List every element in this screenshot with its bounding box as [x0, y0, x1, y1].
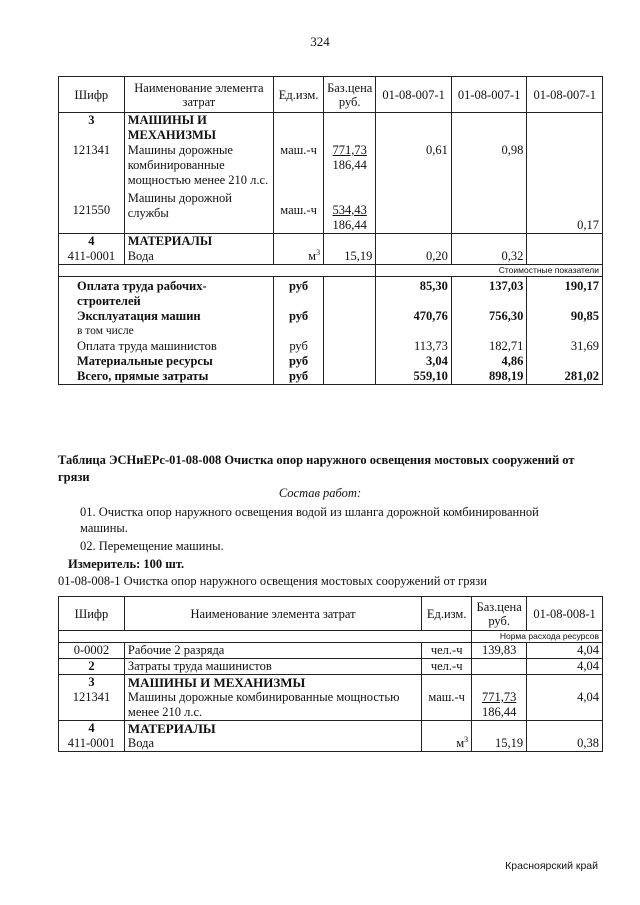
header-col1: 01-08-008-1	[527, 597, 603, 631]
cost-name: Всего, прямые затраты	[59, 369, 274, 385]
section-title: МАТЕРИАЛЫ	[127, 721, 216, 736]
row-unit: м	[456, 736, 465, 750]
cost-unit: руб	[274, 277, 324, 310]
row-price-sub: 186,44	[481, 705, 517, 719]
header-col3: 01-08-007-1	[527, 77, 603, 113]
page-number: 324	[310, 34, 330, 49]
resource-table-008: Шифр Наименование элемента затрат Ед.изм. Баз.цена руб. 01-08-008-1 Норма расхода ресурсов 0-0002 Рабочие 2 разряда чел.-ч 139,83 4,04 2 Затраты труда машинистов чел.-ч 4,04 3 121341 МАШИНЫ И МЕХАНИЗМЫ Машины дорожные комбинированные мощностью менее 210 л.с. маш.-ч 771,73 186,44 4,04 4 411-0001 МАТЕРИАЛЫ Вода $м^3$ 15,19 0,38	[58, 596, 603, 752]
row-unit: чел.-ч	[422, 643, 472, 659]
cost-caption: Стоимостные показатели	[376, 265, 603, 277]
row-value: 4,04	[527, 643, 603, 659]
section-title: МАШИНЫ И МЕХАНИЗМЫ	[127, 675, 306, 690]
norm-caption: Норма расхода ресурсов	[472, 631, 603, 643]
cost-unit: руб	[274, 309, 324, 324]
row-name: Вода	[127, 249, 154, 263]
row-name: Машины дорожные комбинированные мощностью менее 210 л.с.	[127, 143, 269, 187]
row-code: 121550	[72, 203, 111, 217]
cost-value: 190,17	[527, 277, 603, 310]
cost-unit: руб	[274, 339, 324, 354]
row-price: 139,83	[472, 643, 527, 659]
composition-title: Состав работ:	[278, 486, 362, 500]
cost-value: 756,30	[451, 309, 527, 324]
row-value: 0,32	[501, 249, 524, 263]
row-value: 0,38	[577, 736, 599, 750]
row-price: 771,73	[332, 143, 367, 157]
row-code: 0-0002	[59, 643, 125, 659]
footer-region: Красноярский край	[505, 860, 598, 872]
section-code: 4	[88, 234, 95, 248]
composition-item: 02. Перемещение машины.	[80, 539, 224, 553]
row-code: 121341	[72, 690, 111, 704]
row-price: 15,19	[344, 249, 373, 263]
cost-value: 281,02	[527, 369, 603, 385]
row-unit: чел.-ч	[422, 659, 472, 675]
section-title: МАШИНЫ И МЕХАНИЗМЫ	[127, 113, 217, 142]
cost-value: 470,76	[376, 309, 452, 324]
row-value: 0,20	[426, 249, 448, 263]
header-unit: Ед.изм.	[274, 77, 324, 113]
header-col2: 01-08-007-1	[451, 77, 527, 113]
cost-value: 3,04	[376, 354, 452, 369]
row-name: Затраты труда машинистов	[124, 659, 421, 675]
cost-value: 31,69	[527, 339, 603, 354]
header-col1: 01-08-007-1	[376, 77, 452, 113]
row-name: Машины дорожные комбинированные мощностью менее 210 л.с.	[127, 690, 400, 719]
section-code: 4	[88, 721, 95, 735]
header-name: Наименование элемента затрат	[124, 597, 421, 631]
header-code: Шифр	[59, 77, 125, 113]
row-price: 534,43	[332, 203, 367, 217]
row-code: 411-0001	[67, 249, 116, 263]
row-unit: м	[308, 249, 317, 263]
row-name: Машины дорожной службы	[127, 191, 232, 220]
cost-value: 137,03	[451, 277, 527, 310]
row-value: 4,04	[527, 659, 603, 675]
row-unit: маш.-ч	[428, 690, 465, 704]
code-line: 01-08-008-1 Очистка опор наружного освещения мостовых сооружений от грязи	[58, 574, 487, 588]
header-price: Баз.цена руб.	[472, 597, 527, 631]
row-unit: маш.-ч	[280, 203, 317, 217]
cost-name: Эксплуатация машин	[59, 309, 274, 324]
header-price: Баз.цена руб.	[324, 77, 376, 113]
row-price-sub: 186,44	[332, 158, 367, 172]
row-value: 4,04	[577, 690, 599, 704]
row-code: 121341	[72, 143, 111, 157]
composition-item: 01. Очистка опор наружного освещения водой из шланга дорожной комбинированной машины.	[80, 505, 539, 535]
resource-table-007: Шифр Наименование элемента затрат Ед.изм. Баз.цена руб. 01-08-007-1 01-08-007-1 01-08-007-1 3 121341 121550 МАШИНЫ И МЕХАНИЗМЫ Машины дорожные комбинированные мощностью менее 210 л.с. Машины дорожной службы маш.-ч маш.-ч 771,73 186,44 534,43 186,44 0,61 0,98 0,17 4 411-0001 МАТЕРИАЛЫ Вода $м^3$ 15,19 0,20 0,32 Стоимостные показатели Оплата труда рабочих-строителей руб 85,30 137,03 190,17 Эксплуатация машин руб 470,76 756,30 90,85 в том числе Оплата труда машинистов руб 113,73 182,71 31,69 Материальные ресурсы руб 3,04 4,86 Всего, прямые затраты руб 559,10 898,19 281,02	[58, 76, 603, 385]
cost-name: в том числе	[59, 324, 274, 339]
row-value: 0,98	[501, 143, 524, 157]
header-name: Наименование элемента затрат	[124, 77, 273, 113]
cost-value: 4,86	[451, 354, 527, 369]
cost-name: Оплата труда рабочих-строителей	[59, 277, 274, 310]
cost-name: Материальные ресурсы	[59, 354, 274, 369]
section-code: 3 121341 121550	[59, 113, 125, 234]
cost-value: 898,19	[451, 369, 527, 385]
row-name: Вода	[127, 736, 155, 750]
cost-value	[527, 354, 603, 369]
cost-unit: руб	[274, 369, 324, 385]
row-price-sub: 186,44	[332, 218, 367, 232]
cost-name: Оплата труда машинистов	[59, 339, 274, 354]
cost-value: 182,71	[451, 339, 527, 354]
row-price	[472, 659, 527, 675]
row-value: 0,17	[577, 218, 599, 232]
cost-value: 113,73	[376, 339, 452, 354]
row-code: 2	[59, 659, 125, 675]
section-code: 3	[88, 675, 95, 689]
cost-unit: руб	[274, 354, 324, 369]
row-value: 0,61	[426, 143, 448, 157]
header-code: Шифр	[59, 597, 125, 631]
row-unit: маш.-ч	[280, 143, 317, 157]
section-title: Таблица ЭСНиЕРс-01-08-008 Очистка опор наружного освещения мостовых сооружений от грязи	[58, 453, 575, 484]
row-code: 411-0001	[67, 736, 116, 750]
row-name: Рабочие 2 разряда	[124, 643, 421, 659]
section-title: МАТЕРИАЛЫ	[127, 234, 213, 248]
cost-value: 90,85	[527, 309, 603, 324]
cost-value: 559,10	[376, 369, 452, 385]
cost-value: 85,30	[376, 277, 452, 310]
row-price: 15,19	[495, 736, 524, 750]
header-unit: Ед.изм.	[422, 597, 472, 631]
meter-line: Измеритель: 100 шт.	[68, 557, 185, 571]
row-price: 771,73	[481, 690, 517, 704]
